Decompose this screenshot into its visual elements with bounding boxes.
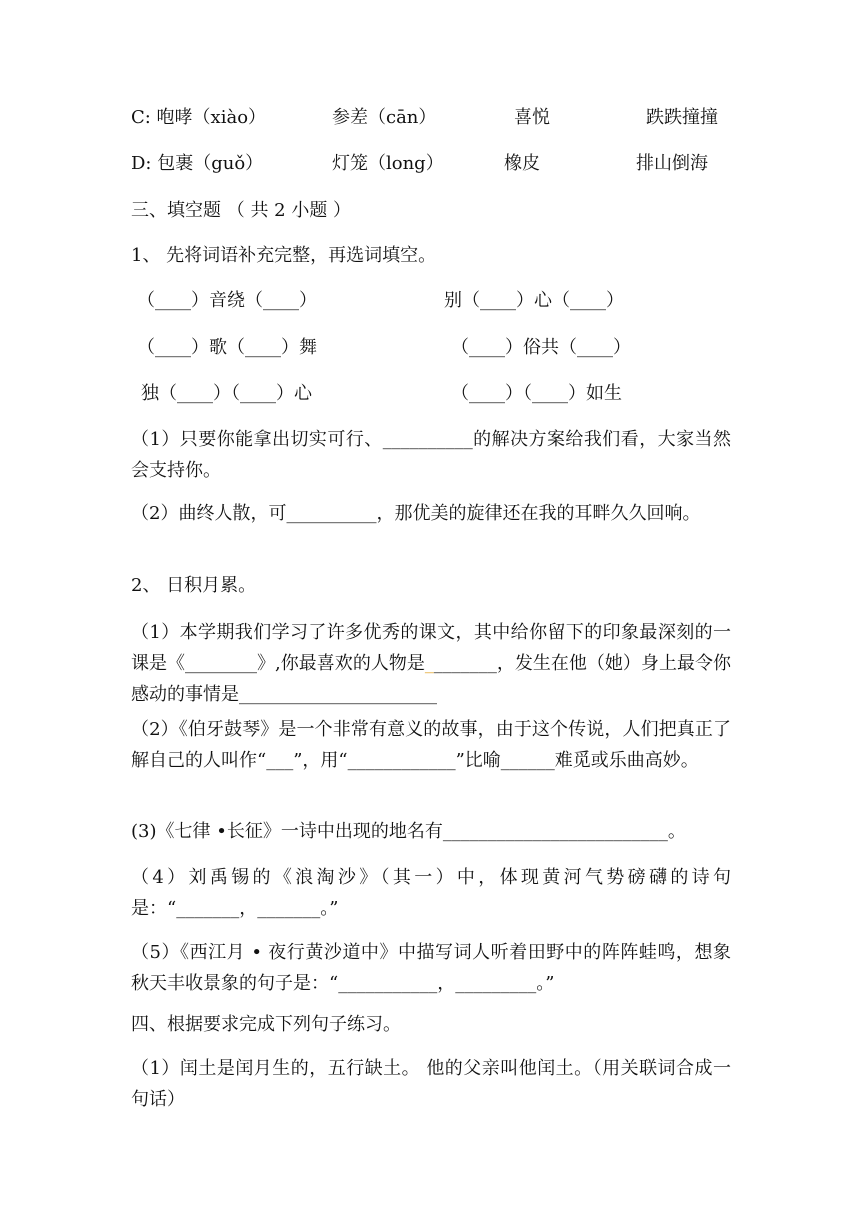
idiom-blank: （____）音绕（____） <box>137 290 317 311</box>
idiom-blank: 别（____）心（____） <box>444 290 624 311</box>
idiom-blank: （____）（____）如生 <box>451 383 622 404</box>
option-c <box>131 105 731 131</box>
idiom-blank: （____）歌（____）舞 <box>137 337 317 358</box>
idiom-row <box>131 288 731 314</box>
idiom-blank: 独（____）（____）心 <box>141 383 312 404</box>
option-c-word-2: 参差（cān） <box>332 107 437 128</box>
option-d-label: D: 包裹（guǒ） <box>131 153 264 174</box>
option-d <box>131 151 731 177</box>
fill-sentence-2: （2）曲终人散，可__________，那优美的旋律还在我的耳畔久久回响。 <box>131 503 701 524</box>
accumulation-item-1-part-b: _______，发生在他（她）身上最令你感动的事情是______________________ <box>131 653 731 705</box>
accumulation-item-1-part-a: （1）本学期我们学习了许多优秀的课文，其中给你留下的印象最深刻的一课是《________》,你最喜欢的人物是 <box>131 622 731 674</box>
accumulation-item-3: (3)《七律 •长征》一诗中出现的地名有_________________________。 <box>131 821 686 842</box>
option-c-word-3: 喜悦 <box>514 107 550 128</box>
accumulation-item-1 <box>131 617 731 710</box>
accumulation-item-2: （2）《伯牙鼓琴》是一个非常有意义的故事，由于这个传说，人们把真正了解自己的人叫作“___”，用“____________”比喻______难觅或乐曲高妙。 <box>131 719 731 771</box>
option-d-word-3: 橡皮 <box>504 153 540 174</box>
section-3-heading: 三、填空题 （ 共 2 小题 ） <box>131 200 352 221</box>
highlight-mark: _ <box>424 653 434 674</box>
sentence-exercise-1: （1）闰土是闰月生的，五行缺土。 他的父亲叫他闰土。（用关联词合成一句话） <box>131 1058 731 1110</box>
question-1-title: 1、 先将词语补充完整，再选词填空。 <box>131 245 437 266</box>
accumulation-item-4: （4）刘禹锡的《浪淘沙》（其一）中，体现黄河气势磅礴的诗句是：“_______，_______。” <box>131 867 731 919</box>
option-c-word-4: 跌跌撞撞 <box>646 107 718 128</box>
question-2-title: 2、 日积月累。 <box>131 575 257 596</box>
option-d-word-4: 排山倒海 <box>636 153 708 174</box>
accumulation-item-5: （5）《西江月 • 夜行黄沙道中》中描写词人听着田野中的阵阵蛙鸣，想象秋天丰收景象的句子是：“___________，_________。” <box>131 942 731 994</box>
idiom-row <box>131 381 731 407</box>
idiom-blank: （____）俗共（____） <box>451 337 631 358</box>
option-c-label: C: 咆哮（xiào） <box>131 107 267 128</box>
idiom-row <box>131 335 731 361</box>
option-d-word-2: 灯笼（long） <box>332 153 444 174</box>
section-4-heading: 四、根据要求完成下列句子练习。 <box>131 1014 401 1035</box>
fill-sentence-1: （1）只要你能拿出切实可行、__________的解决方案给我们看，大家当然会支持你。 <box>131 429 731 481</box>
